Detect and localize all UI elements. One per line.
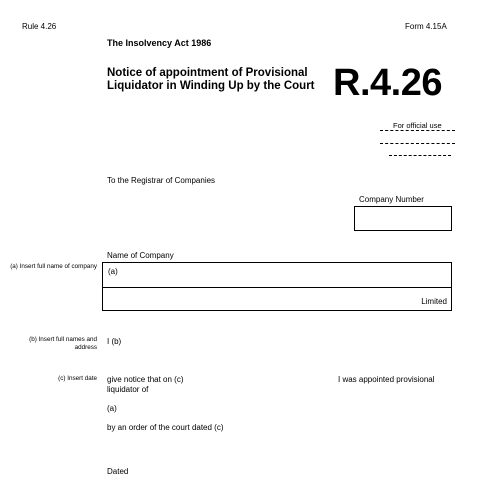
rule-number: Rule 4.26 <box>22 22 57 31</box>
margin-note-a: (a) Insert full name of company <box>10 263 97 270</box>
act-title: The Insolvency Act 1986 <box>107 38 212 48</box>
court-order-line: by an order of the court dated (c) <box>107 423 224 432</box>
company-name-divider <box>103 287 451 288</box>
form-code: R.4.26 <box>333 62 442 104</box>
company-number-field[interactable] <box>354 206 452 231</box>
document-title: Notice of appointment of Provisional Liquidator in Winding Up by the Court <box>107 67 315 92</box>
margin-note-b: (b) Insert full names and address <box>29 336 97 351</box>
margin-note-c: (c) Insert date <box>58 375 97 382</box>
company-number-label: Company Number <box>359 195 424 204</box>
form-number: Form 4.15A <box>405 22 447 31</box>
company-name-marker: (a) <box>108 267 118 276</box>
notice-line: give notice that on (c) liquidator of <box>107 375 184 394</box>
dated-line: Dated <box>107 467 129 476</box>
official-use-line <box>380 143 455 144</box>
company-name-label: Name of Company <box>107 251 174 260</box>
official-use-line <box>380 130 455 131</box>
liquidator-name-line: I (b) <box>107 337 122 346</box>
company-name-field[interactable] <box>102 262 452 311</box>
official-use-box <box>380 121 455 159</box>
company-ref-line: (a) <box>107 404 117 413</box>
official-use-line <box>389 155 451 156</box>
appointed-line: I was appointed provisional <box>338 375 435 384</box>
company-limited-suffix: Limited <box>421 297 447 306</box>
registrar-line: To the Registrar of Companies <box>107 176 216 185</box>
official-use-label: For official use <box>393 121 442 130</box>
